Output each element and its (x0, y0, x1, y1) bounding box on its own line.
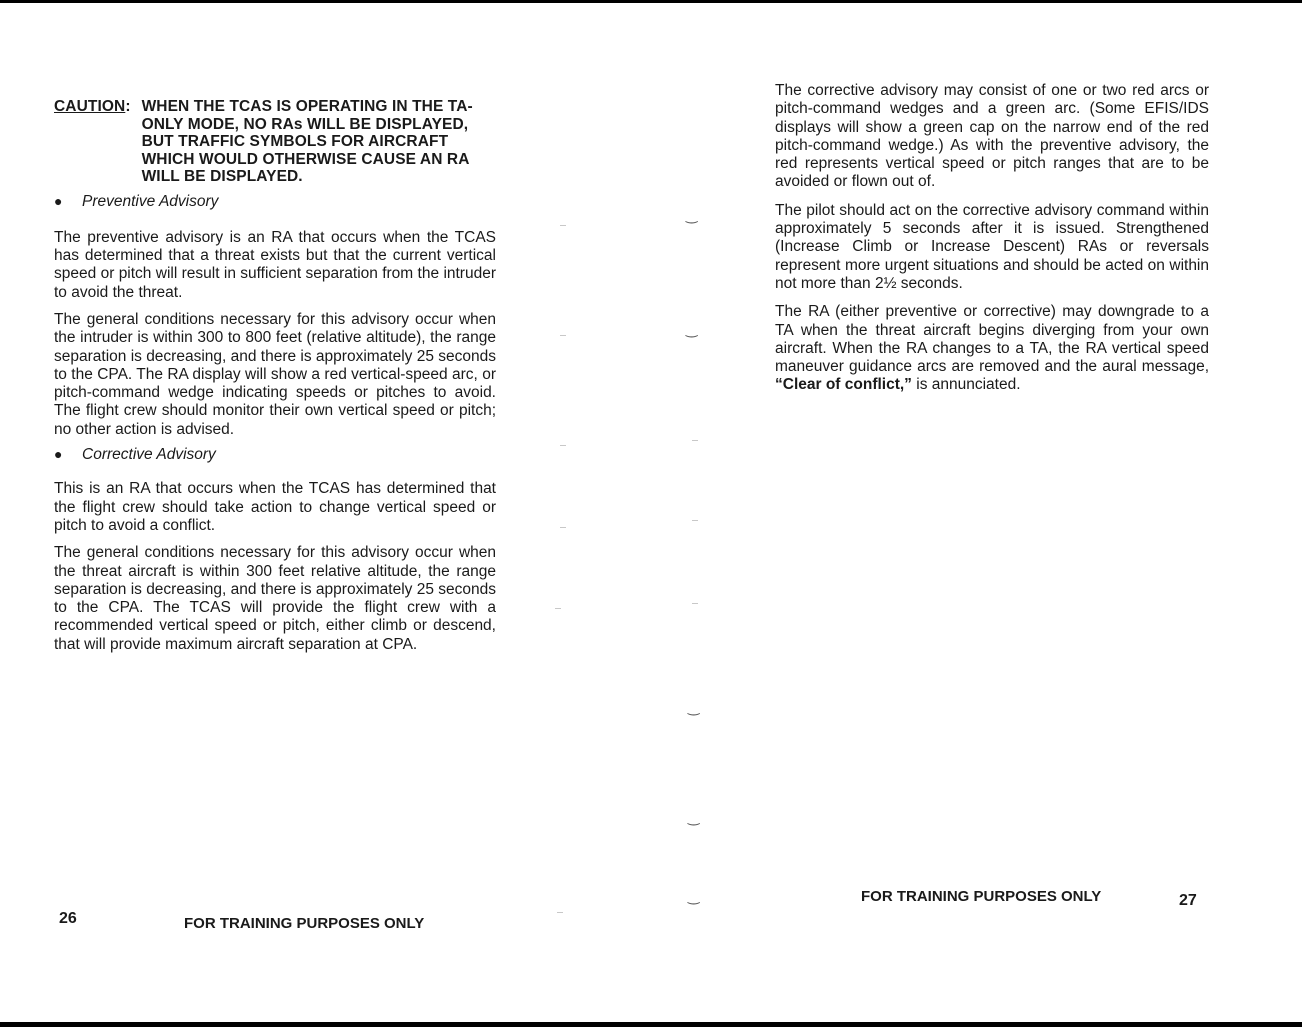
binding-ring-icon: ‿ (686, 207, 698, 223)
binding-ring-icon: ‿ (688, 699, 700, 715)
page-number-left: 26 (59, 910, 77, 927)
paragraph: The general conditions necessary for this advisory occur when the threat aircraft is within 300 feet relative altitude, the range separation is decreasing, and there is approximately 25 seconds to the CPA. The TCAS will provide the flight crew with a recommended vertical speed or pitch, either climb or descend, that will provide maximum aircraft separation at CPA. (54, 544, 497, 653)
binding-ring-icon: ‿ (688, 809, 700, 825)
paragraph: The general conditions necessary for this advisory occur when the intruder is within 300 to 800 feet (relative altitude), the range separation is decreasing, and there is approximately 25 seconds to the CPA. The RA display will show a red vertical-speed arc, or pitch-command wedge indicating speeds or pitches to avoid. The flight crew should monitor their own vertical speed or pitch; no other action is advised. (54, 310, 497, 438)
bullet-dot-icon: ● (54, 446, 63, 463)
paragraph: The pilot should act on the corrective advisory command within approximately 5 seconds after it is issued. Strengthened (Increase Climb or Increase Descent) RAs or reversals represent more urgent situations and should be acted on within not more than 2½ seconds. (775, 201, 1209, 292)
top-border (0, 0, 1302, 3)
bullet-dot-icon: ● (54, 192, 63, 209)
bottom-border (0, 1022, 1302, 1027)
caution-label: CAUTION (54, 98, 126, 115)
right-page-column (775, 82, 1209, 395)
caution-block: CAUTION : WHEN THE TCAS IS OPERATING IN THE TA-ONLY MODE, NO RAs WILL BE DISPLAYED, BUT TRAFFIC SYMBOLS FOR AIRCRAFT WHICH WOULD OTHERWISE CAUSE AN RA WILL BE DISPLAYED. (54, 98, 496, 186)
bullet-heading: Preventive Advisory (82, 192, 219, 210)
binding-ring-icon: ‿ (688, 888, 700, 904)
footer-left: FOR TRAINING PURPOSES ONLY (184, 915, 425, 932)
binding-ring-icon: ‿ (686, 321, 698, 337)
left-page-column (54, 98, 496, 654)
bullet-preventive-advisory (54, 192, 496, 211)
paragraph: The preventive advisory is an RA that occurs when the TCAS has determined that a threat exists but that the current vertical speed or pitch will result in sufficient separation from the intruder to avoid the threat. (54, 228, 496, 301)
paragraph: The RA (either preventive or corrective) may downgrade to a TA when the threat aircraft begins diverging from your own aircraft. When the RA changes to a TA, the RA vertical speed maneuver guidance arcs are removed and the aural message, “Clear of conflict,” is annunciated. (775, 303, 1209, 394)
paragraph: This is an RA that occurs when the TCAS has determined that the flight crew should take action to change vertical speed or pitch to avoid a conflict. (54, 480, 496, 534)
bullet-heading: Corrective Advisory (82, 446, 216, 464)
bullet-corrective-advisory (54, 445, 496, 464)
caution-text: WHEN THE TCAS IS OPERATING IN THE TA-ONLY MODE, NO RAs WILL BE DISPLAYED, BUT TRAFFIC SYMBOLS FOR AIRCRAFT WHICH WOULD OTHERWISE CAUSE AN RA WILL BE DISPLAYED. (141, 98, 473, 185)
footer-right: FOR TRAINING PURPOSES ONLY (861, 888, 1102, 905)
aural-message: “Clear of conflict,” (775, 376, 912, 394)
paragraph: The corrective advisory may consist of one or two red arcs or pitch-command wedges and a green arc. (Some EFIS/IDS displays will show a green cap on the narrow end of the red pitch-command wedge.) As with the preventive advisory, the red represents vertical speed or pitch ranges that are to be avoided or flown out of. (775, 82, 1209, 191)
page-number-right: 27 (1179, 892, 1197, 909)
